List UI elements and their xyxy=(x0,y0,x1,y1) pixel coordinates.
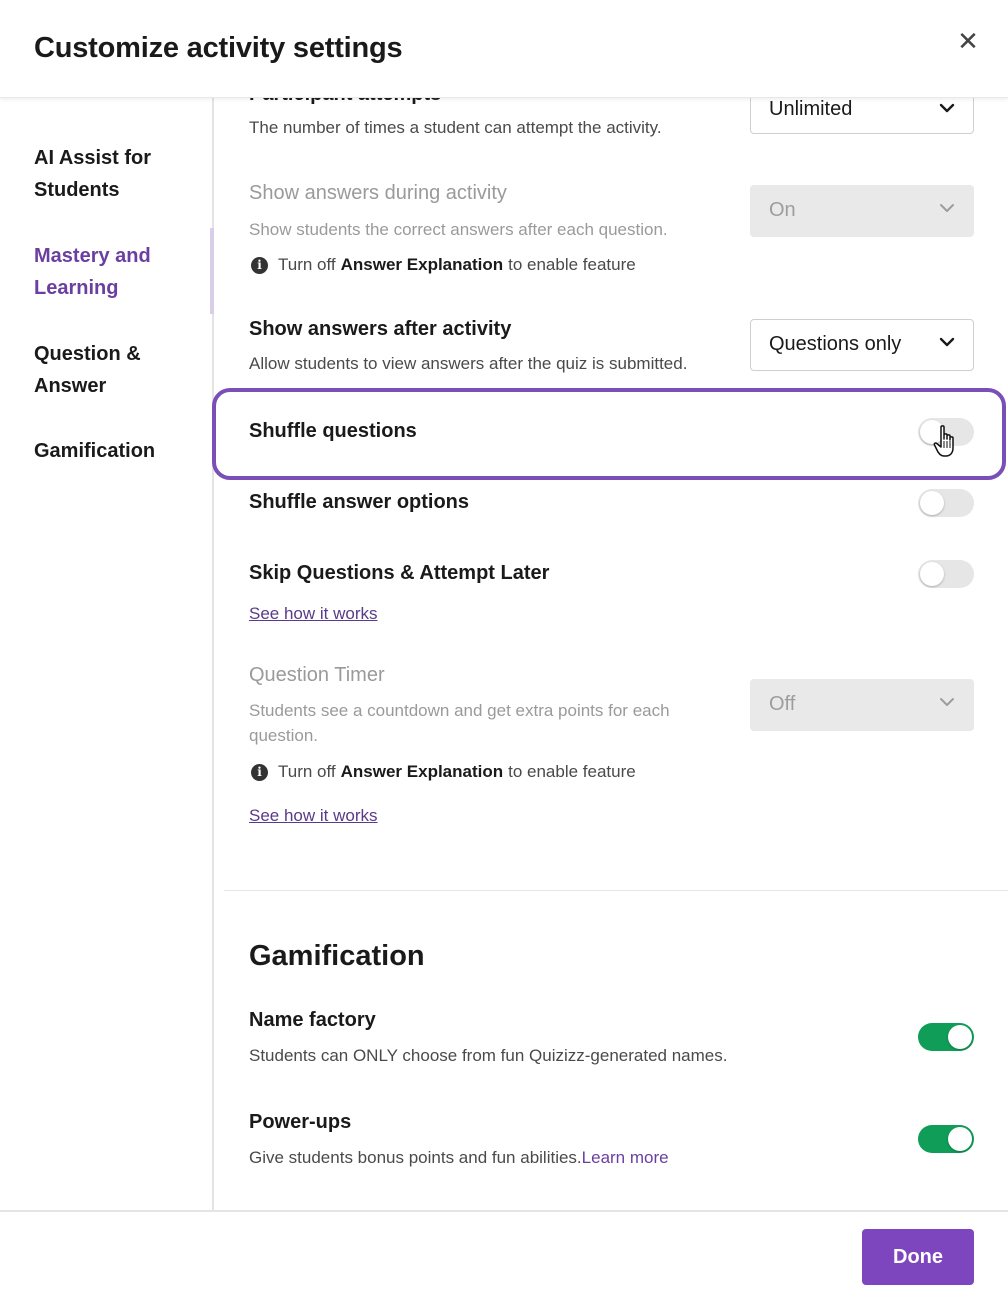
info-note-timer xyxy=(251,762,636,782)
toggle-knob xyxy=(920,562,944,586)
dialog-footer xyxy=(0,1210,1008,1300)
show-answers-after-select[interactable] xyxy=(750,319,974,371)
info-icon: i xyxy=(251,257,268,274)
chevron-down-icon xyxy=(937,98,957,118)
sidebar-item-question-answer[interactable]: Question & Answer xyxy=(34,343,141,397)
show-answers-after-value: Questions only xyxy=(769,333,902,355)
section-divider xyxy=(224,890,1008,891)
toggle-knob xyxy=(948,1025,972,1049)
show-answers-after-desc: Allow students to view answers after the quiz is submitted. xyxy=(249,354,688,373)
question-timer-title: Question Timer xyxy=(249,664,385,686)
power-ups-desc-line xyxy=(249,1145,669,1170)
dialog-title: Customize activity settings xyxy=(34,32,403,64)
skip-questions-toggle[interactable] xyxy=(918,560,974,588)
show-answers-during-value: On xyxy=(769,199,796,221)
sidebar-active-indicator xyxy=(210,228,214,314)
toggle-knob xyxy=(920,491,944,515)
name-factory-title: Name factory xyxy=(249,1009,376,1031)
info-icon: i xyxy=(251,764,268,781)
sidebar-item-gamification[interactable]: Gamification xyxy=(34,440,156,462)
gamification-section-title: Gamification xyxy=(249,940,425,972)
power-ups-desc: Give students bonus points and fun abilities. xyxy=(249,1148,582,1167)
toggle-knob xyxy=(948,1127,972,1151)
question-timer-link[interactable]: See how it works xyxy=(249,806,378,825)
settings-content[interactable] xyxy=(216,98,1008,1210)
info-prefix: Turn off xyxy=(278,762,336,781)
power-ups-learn-more-link[interactable]: Learn more xyxy=(581,1148,669,1167)
chevron-down-icon xyxy=(937,692,957,712)
done-button[interactable]: Done xyxy=(862,1229,974,1285)
question-timer-value: Off xyxy=(769,693,796,715)
info-suffix: to enable feature xyxy=(508,762,636,781)
dialog-header xyxy=(0,0,1008,98)
close-icon[interactable]: ✕ xyxy=(957,26,979,56)
settings-sidebar xyxy=(0,98,214,1210)
sidebar-item-mastery[interactable]: Mastery and Learning xyxy=(34,245,151,299)
sidebar-item-ai-assist[interactable]: AI Assist for Students xyxy=(34,147,152,201)
hand-cursor-icon xyxy=(932,424,962,460)
show-answers-after-title: Show answers after activity xyxy=(249,318,512,340)
shuffle-answers-toggle[interactable] xyxy=(918,489,974,517)
name-factory-toggle[interactable] xyxy=(918,1023,974,1051)
show-answers-during-title: Show answers during activity xyxy=(249,182,507,204)
participant-attempts-value: Unlimited xyxy=(769,98,853,120)
skip-questions-link[interactable]: See how it works xyxy=(249,604,378,623)
participant-attempts-desc: The number of times a student can attempt the activity. xyxy=(249,118,662,137)
name-factory-desc: Students can ONLY choose from fun Quizizz-generated names. xyxy=(249,1046,728,1065)
info-bold: Answer Explanation xyxy=(340,255,504,274)
power-ups-title: Power-ups xyxy=(249,1111,352,1133)
power-ups-toggle[interactable] xyxy=(918,1125,974,1153)
chevron-down-icon xyxy=(937,332,957,352)
info-note-during xyxy=(251,255,636,275)
skip-questions-title: Skip Questions & Attempt Later xyxy=(249,562,550,584)
info-prefix: Turn off xyxy=(278,255,336,274)
info-bold: Answer Explanation xyxy=(340,762,504,781)
shuffle-answers-title: Shuffle answer options xyxy=(249,491,470,513)
question-timer-desc: Students see a countdown and get extra points for each question. xyxy=(249,701,670,745)
show-answers-during-desc: Show students the correct answers after each question. xyxy=(249,220,668,239)
show-answers-during-select xyxy=(750,185,974,237)
shuffle-questions-title: Shuffle questions xyxy=(249,420,417,442)
question-timer-select xyxy=(750,679,974,731)
info-suffix: to enable feature xyxy=(508,255,636,274)
chevron-down-icon xyxy=(937,198,957,218)
